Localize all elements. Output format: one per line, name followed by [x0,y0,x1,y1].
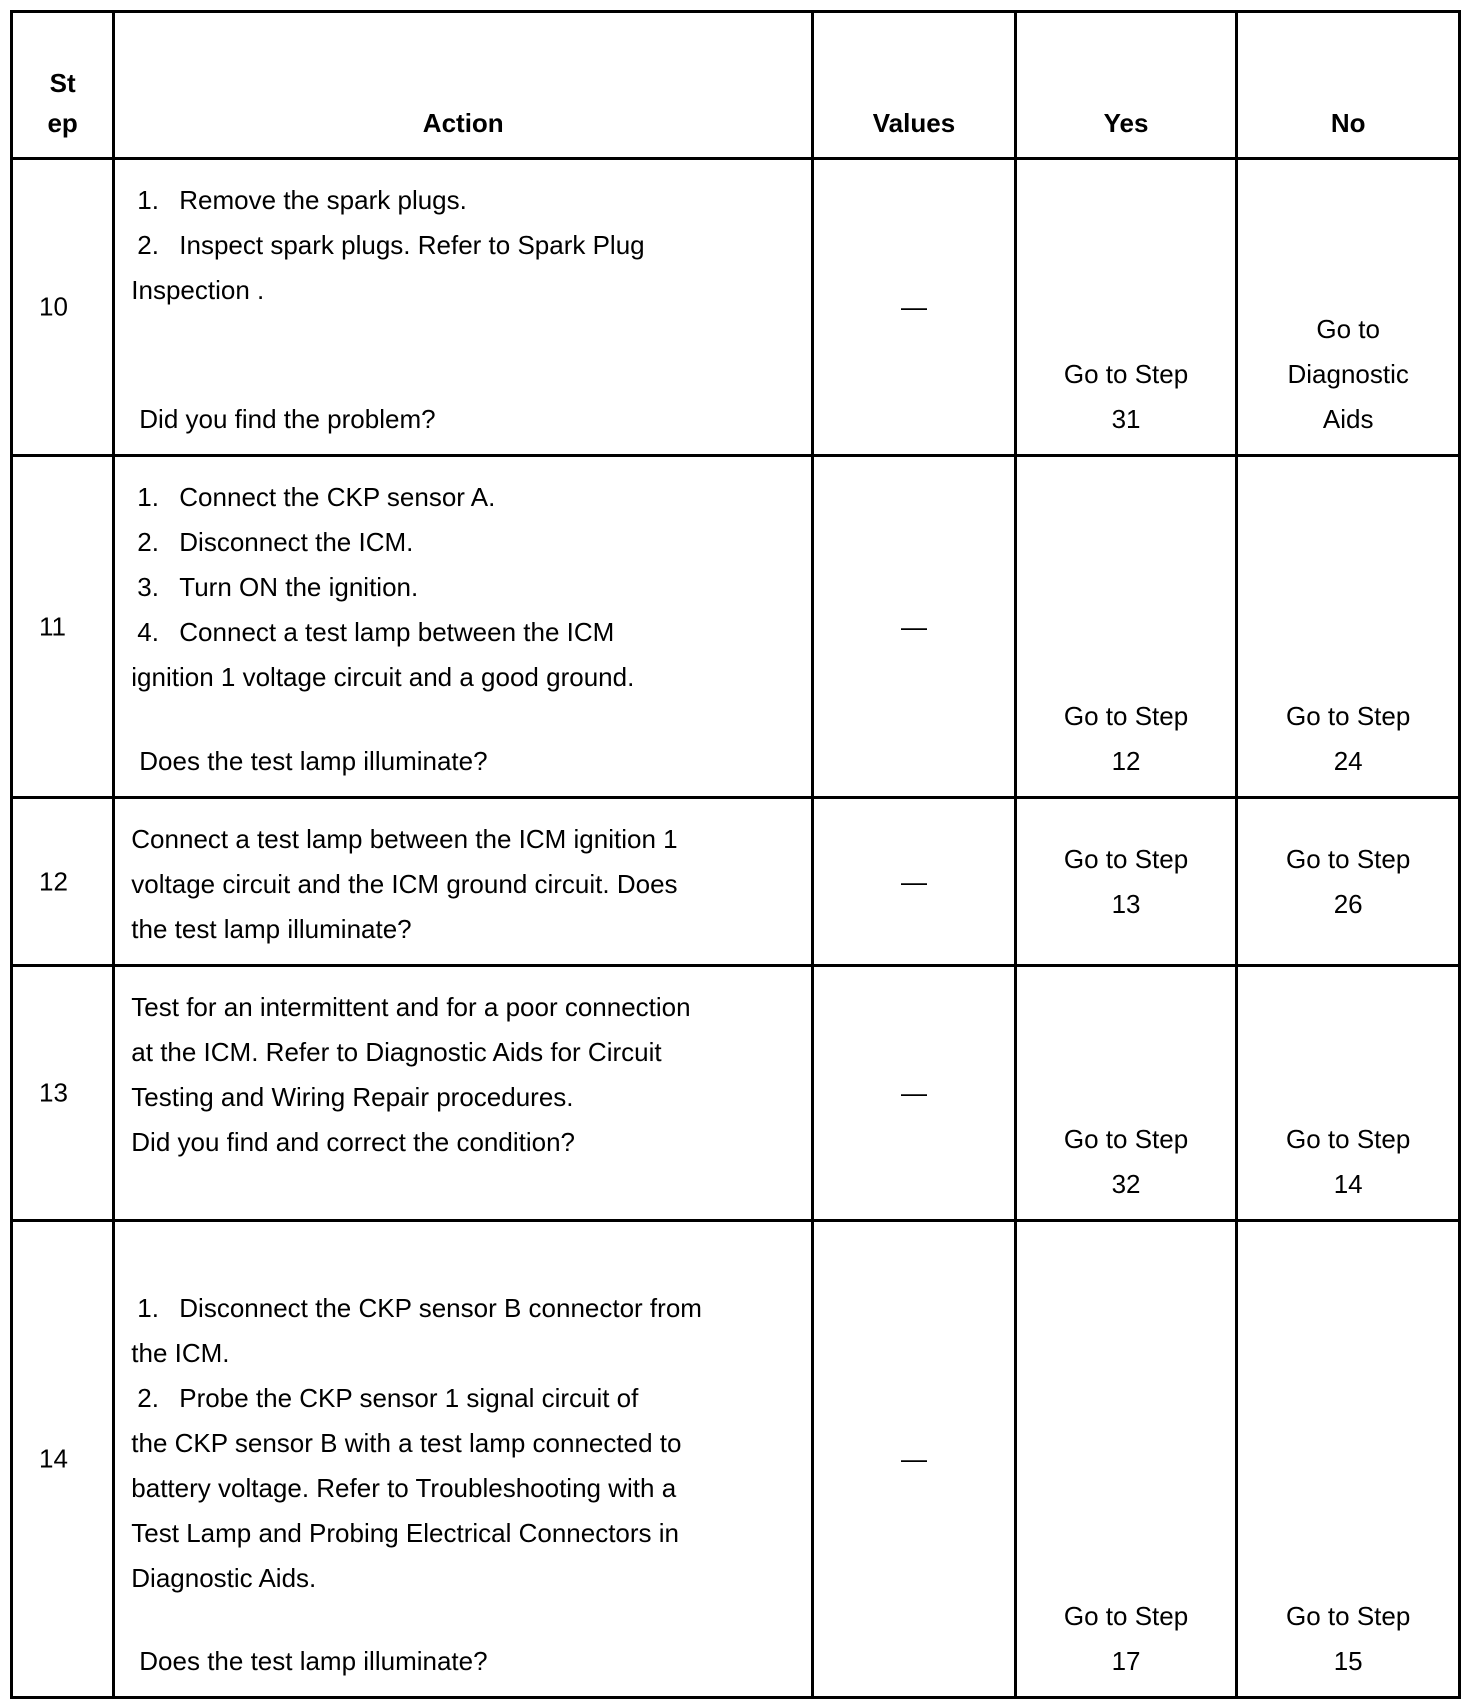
question: Did you find the problem? [139,404,436,434]
no-cell: Go to Step 26 [1237,798,1460,966]
yes-cell: Go to Step 31 [1015,159,1237,456]
no-cell: Go to Diagnostic Aids [1237,159,1460,456]
header-step-line2: ep [47,108,78,138]
table-row [12,966,1460,1221]
values-cell: — [813,798,1016,966]
header-yes: Yes [1015,12,1237,159]
question: Does the test lamp illuminate? [139,746,488,776]
header-step-line1: St [49,68,76,98]
header-row [12,12,1460,159]
table-row [12,456,1460,798]
step-cell: 11 [12,456,114,798]
yes-cell: Go to Step 12 [1015,456,1237,798]
values-cell: — [813,456,1016,798]
table-row [12,159,1460,456]
step-cell: 12 [12,798,114,966]
action-cell: 1. Disconnect the CKP sensor B connector from the ICM. 2. Probe the CKP sensor 1 signal circuit of the CKP sensor B with a test lamp connected to battery voltage. Refer to Troubleshooting with a Test Lamp and Probing Electrical Connectors in Diagnostic Aids. Does the test lamp illuminate? [114,1221,813,1698]
no-cell: Go to Step 14 [1237,966,1460,1221]
step-cell: 14 [12,1221,114,1698]
action-cell: 1. Remove the spark plugs. 2. Inspect spark plugs. Refer to Spark Plug Inspection . Did you find the problem? [114,159,813,456]
header-no: No [1237,12,1460,159]
values-cell: — [813,966,1016,1221]
action-cell: 1. Connect the CKP sensor A. 2. Disconnect the ICM. 3. Turn ON the ignition. 4. Connect a test lamp between the ICM ignition 1 voltage circuit and a good ground. Does the test lamp illuminate? [114,456,813,798]
yes-cell: Go to Step 13 [1015,798,1237,966]
no-cell: Go to Step 24 [1237,456,1460,798]
header-step [12,12,114,159]
values-cell: — [813,1221,1016,1698]
no-cell: Go to Step 15 [1237,1221,1460,1698]
action-cell: Connect a test lamp between the ICM ignition 1 voltage circuit and the ICM ground circuit. Does the test lamp illuminate? [114,798,813,966]
table-row [12,798,1460,966]
yes-cell: Go to Step 17 [1015,1221,1237,1698]
step-cell: 13 [12,966,114,1221]
header-values: Values [813,12,1016,159]
step-cell: 10 [12,159,114,456]
diagnostic-table [10,10,1461,1699]
action-cell: Test for an intermittent and for a poor connection at the ICM. Refer to Diagnostic Aids for Circuit Testing and Wiring Repair procedures. Did you find and correct the condition? [114,966,813,1221]
header-action: Action [114,12,813,159]
question: Does the test lamp illuminate? [139,1646,488,1676]
values-cell: — [813,159,1016,456]
table-row [12,1221,1460,1698]
yes-cell: Go to Step 32 [1015,966,1237,1221]
